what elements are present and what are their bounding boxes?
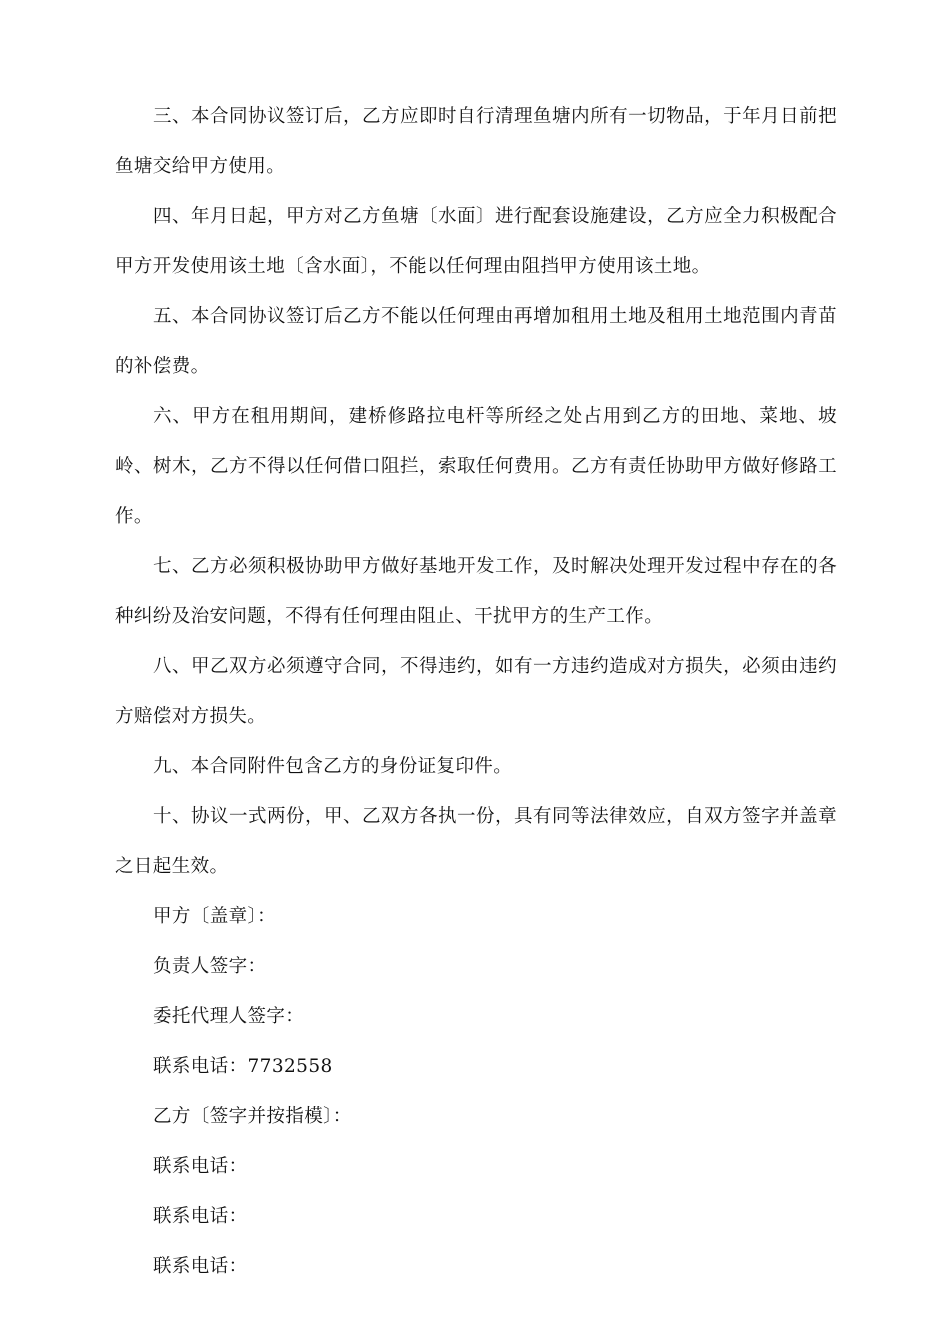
clause-6: 六、甲方在租用期间，建桥修路拉电杆等所经之处占用到乙方的田地、菜地、坡岭、树木，乙方不得以任何借口阻拦，索取任何费用。乙方有责任协助甲方做好修路工作。 bbox=[115, 406, 837, 527]
signature-block bbox=[115, 892, 837, 1292]
responsible-sign-line: 负责人签字： bbox=[153, 956, 267, 977]
party-b-sign-line: 乙方〔签字并按指模〕： bbox=[153, 1106, 352, 1127]
phone-line-1: 联系电话： bbox=[153, 1156, 248, 1177]
contract-body bbox=[115, 92, 837, 1292]
agent-sign-line: 委托代理人签字： bbox=[153, 1006, 305, 1027]
party-a-seal-line: 甲方〔盖章〕： bbox=[153, 906, 277, 927]
clause-7: 七、乙方必须积极协助甲方做好基地开发工作，及时解决处理开发过程中存在的各种纠纷及治安问题，不得有任何理由阻止、干扰甲方的生产工作。 bbox=[115, 556, 837, 627]
clause-8: 八、甲乙双方必须遵守合同，不得违约，如有一方违约造成对方损失，必须由违约方赔偿对方损失。 bbox=[115, 656, 837, 727]
clause-10: 十、协议一式两份，甲、乙双方各执一份，具有同等法律效应，自双方签字并盖章之日起生效。 bbox=[115, 806, 837, 877]
party-a-phone-line: 联系电话：7732558 bbox=[153, 1056, 333, 1077]
clause-5: 五、本合同协议签订后乙方不能以任何理由再增加租用土地及租用土地范围内青苗的补偿费。 bbox=[115, 306, 837, 377]
clause-3: 三、本合同协议签订后，乙方应即时自行清理鱼塘内所有一切物品，于年月日前把鱼塘交给甲方使用。 bbox=[115, 106, 837, 177]
clause-4: 四、年月日起，甲方对乙方鱼塘〔水面〕进行配套设施建设，乙方应全力积极配合甲方开发使用该土地〔含水面〕，不能以任何理由阻挡甲方使用该土地。 bbox=[115, 206, 837, 277]
phone-line-2: 联系电话： bbox=[153, 1206, 248, 1227]
clause-9: 九、本合同附件包含乙方的身份证复印件。 bbox=[153, 756, 513, 777]
phone-line-3: 联系电话： bbox=[153, 1256, 248, 1277]
